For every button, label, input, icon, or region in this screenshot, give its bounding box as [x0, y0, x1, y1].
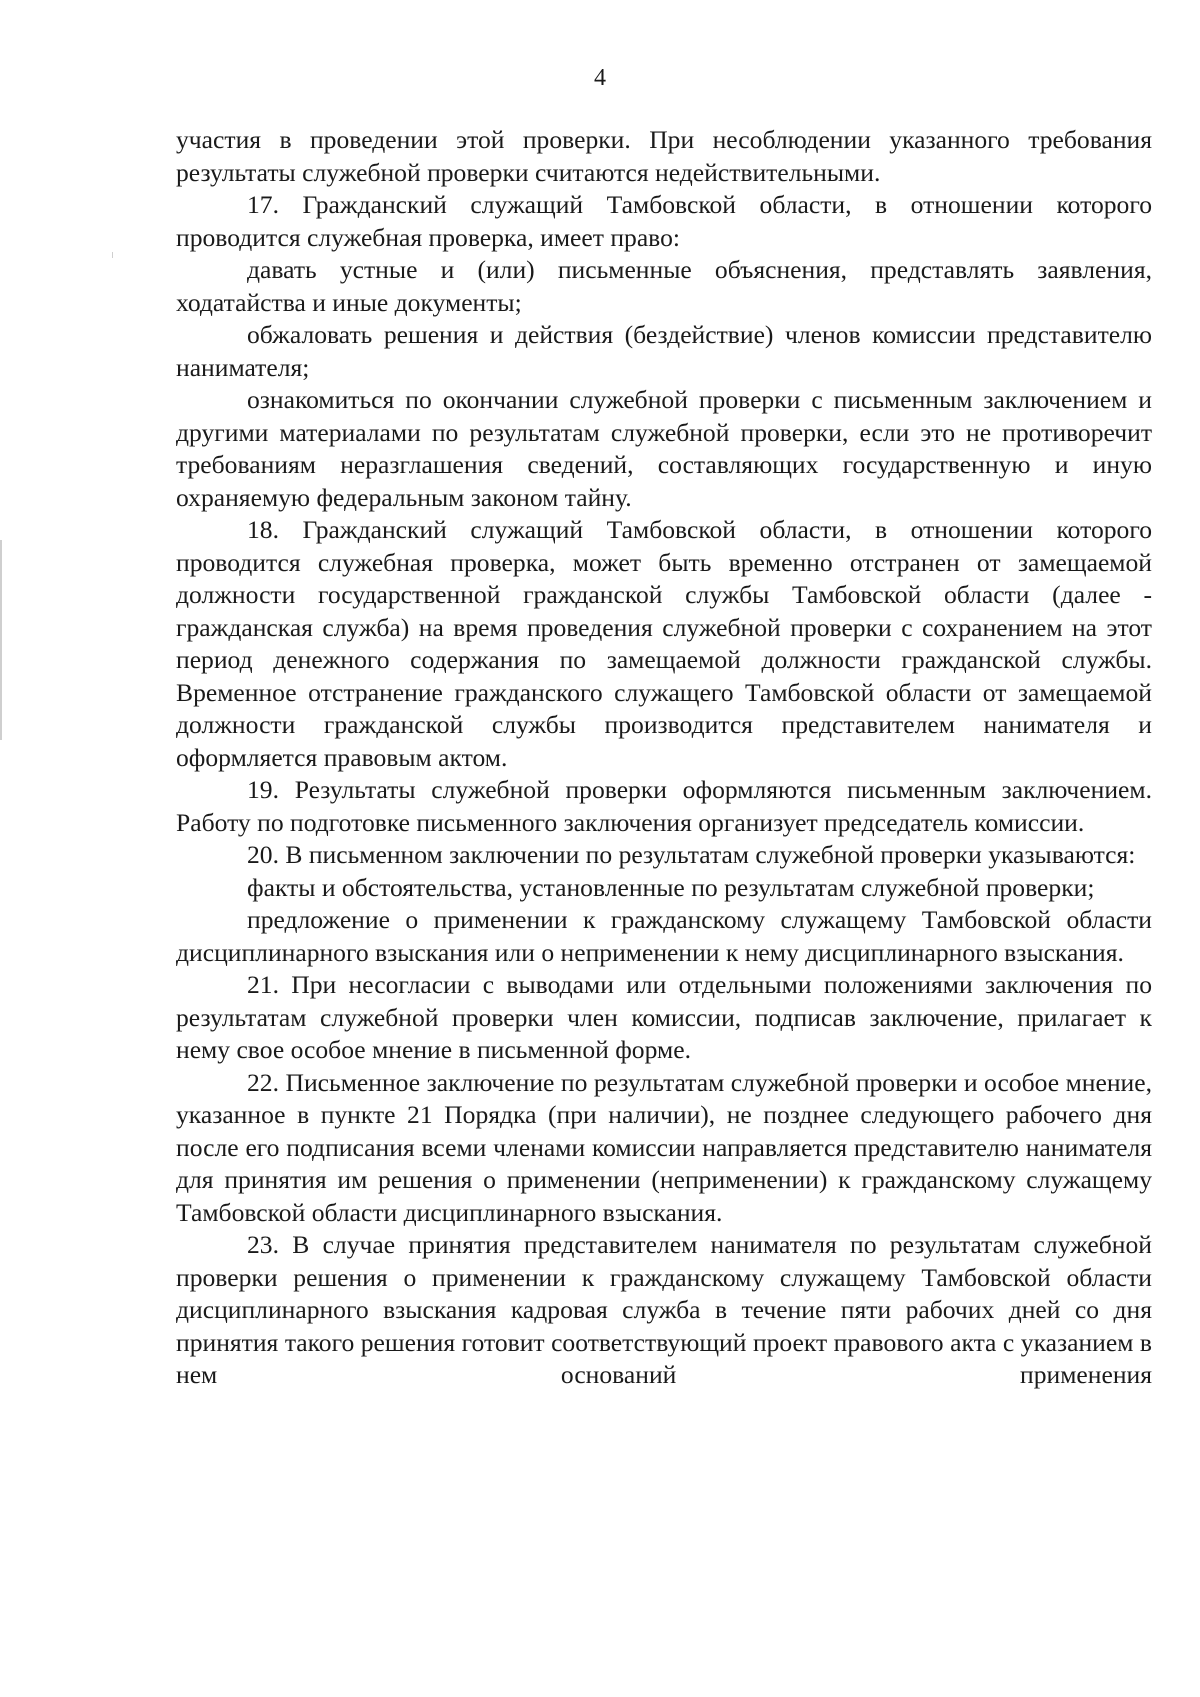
paragraph-20-item-1: факты и обстоятельства, установленные по результатам служебной проверки;	[247, 872, 1095, 902]
paragraph-22: 22. Письменное заключение по результатам служебной проверки и особое мнение, указанное в пункте 21 Порядка (при наличии), не позднее следующего рабочего дня после его подписания всеми членами комиссии направляется представителю нанимателя для принятия им решения о применении (неприменении) к гражданскому служащему Тамбовской области дисциплинарного взыскания.	[176, 1067, 1152, 1227]
paragraph-21: 21. При несогласии с выводами или отдельными положениями заключения по результатам служебной проверки член комиссии, подписав заключение, прилагает к нему свое особое мнение в письменной форме.	[176, 970, 1152, 1064]
paragraph-17: 17. Гражданский служащий Тамбовской области, в отношении которого проводится служебная проверка, имеет право:	[176, 190, 1152, 252]
paragraph-17-item-1: давать устные и (или) письменные объяснения, представлять заявления, ходатайства и иные документы;	[176, 255, 1152, 317]
scan-edge-mark	[0, 540, 2, 740]
paragraph-continuation: участия в проведении этой проверки. При несоблюдении указанного требования результаты служебной проверки считаются недействительными.	[176, 125, 1152, 187]
paragraph-20-item-2: предложение о применении к гражданскому служащему Тамбовской области дисциплинарного взыскания или о неприменении к нему дисциплинарного взыскания.	[176, 905, 1152, 967]
page-number: 4	[594, 65, 606, 91]
paragraph-18: 18. Гражданский служащий Тамбовской области, в отношении которого проводится служебная проверка, может быть временно отстранен от замещаемой должности государственной гражданской службы Тамбовской области (далее - гражданская служба) на время проведения служебной проверки с сохранением на этот период денежного содержания по замещаемой должности гражданской службы. Временное отстранение гражданского служащего Тамбовской области от замещаемой должности гражданской службы производится представителем нанимателя и оформляется правовым актом.	[176, 515, 1152, 772]
paragraph-19: 19. Результаты служебной проверки оформляются письменным заключением. Работу по подготовке письменного заключения организует председатель комиссии.	[176, 775, 1152, 837]
paragraph-23: 23. В случае принятия представителем нанимателя по результатам служебной проверки решения о применении к гражданскому служащему Тамбовской области дисциплинарного взыскания кадровая служба в течение пяти рабочих дней со дня принятия такого решения готовит соответствующий проект правового акта с указанием в нем оснований применения	[176, 1230, 1152, 1389]
paragraph-17-item-2: обжаловать решения и действия (бездействие) членов комиссии представителю нанимателя;	[176, 320, 1152, 382]
paragraph-17-item-3: ознакомиться по окончании служебной проверки с письменным заключением и другими материалами по результатам служебной проверки, если это не противоречит требованиям неразглашения сведений, составляющих государственную и иную охраняемую федеральным законом тайну.	[176, 385, 1152, 512]
scan-edge-mark	[112, 252, 113, 258]
paragraph-20: 20. В письменном заключении по результатам служебной проверки указываются:	[247, 840, 1136, 869]
document-body	[176, 124, 1152, 1392]
